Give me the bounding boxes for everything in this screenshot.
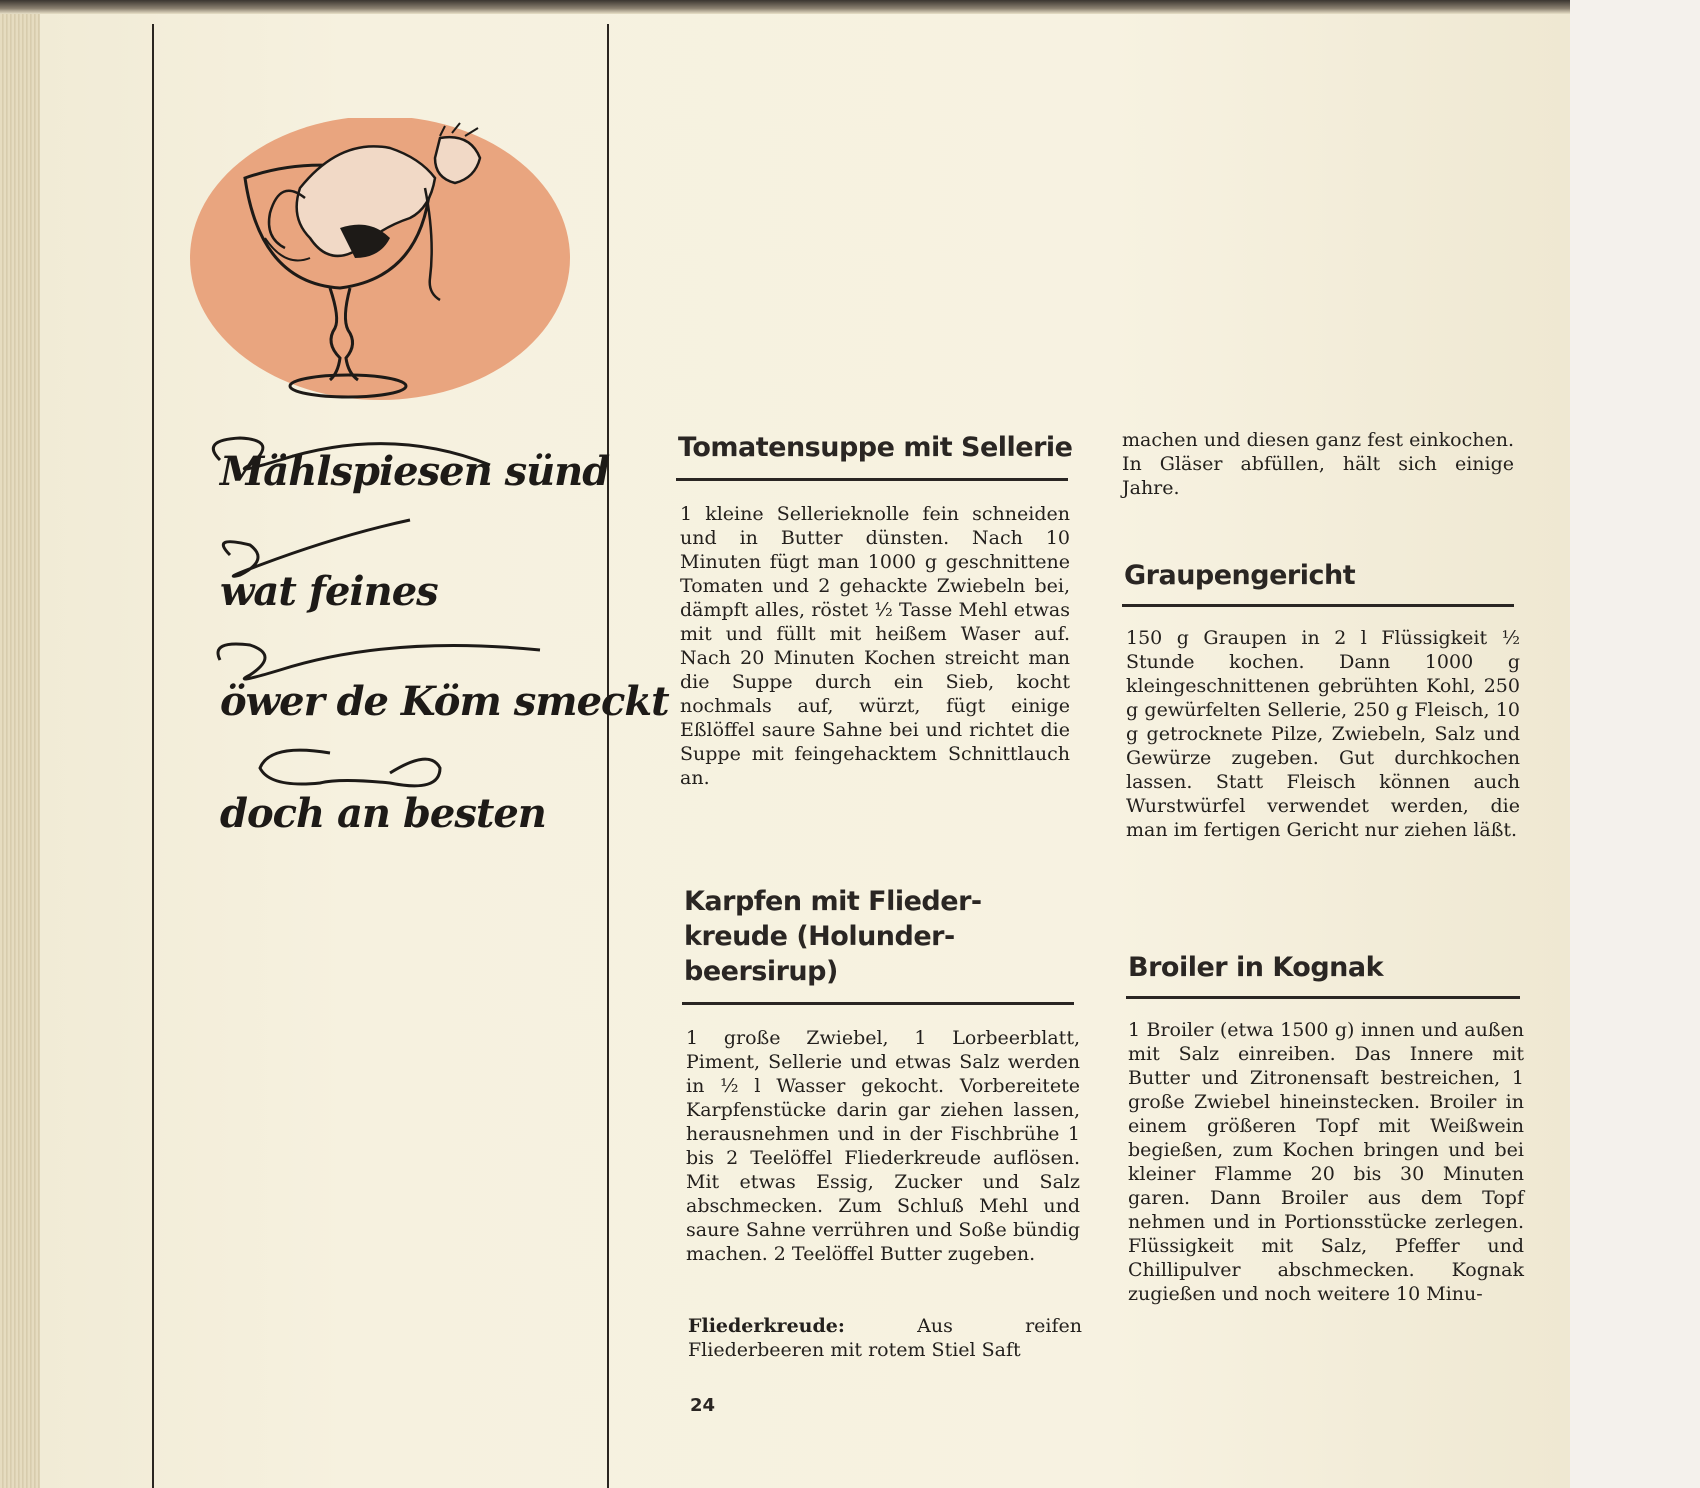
title-rule xyxy=(1122,604,1514,607)
recipe-title-broiler: Broiler in Kognak xyxy=(1128,952,1384,983)
title-rule xyxy=(1126,996,1520,999)
note-text: Aus reifen Fliederbeeren mit rotem Stiel Saft xyxy=(688,1315,1082,1361)
recipe-text-broiler: 1 Broiler (etwa 1500 g) innen und außen mit Salz einreiben. Das Innere mit Butter und Zitronensaft bestreichen, 1 große Zwiebel hineinstecken. Broiler in einem größeren Topf mit Weißwein begießen, zum Kochen bringen und bei kleiner Flamme 20 bis 30 Minuten garen. Dann Broiler aus dem Topf nehmen und in Portionsstücke zerlegen. Flüssigkeit mit Salz, Pfeffer und Chillipulver abschmecken. Kognak zugießen und noch weitere 10 Minu- xyxy=(1128,1019,1524,1305)
recipe-continuation-karpfen: machen und diesen ganz fest einkochen. In Gläser abfüllen, hält sich einige Jahre. xyxy=(1122,429,1514,499)
motto-line-2: wat feines xyxy=(220,568,438,615)
recipe-title-tomatensuppe: Tomatensuppe mit Sellerie xyxy=(678,432,1073,463)
background-outside-book xyxy=(1570,0,1700,1488)
page-stack-edges xyxy=(0,14,40,1488)
page-number: 24 xyxy=(690,1395,716,1416)
recipe-text-karpfen: 1 große Zwiebel, 1 Lorbeerblatt, Piment, Sellerie und etwas Salz werden in ½ l Wasser gekocht. Vorbereitete Karpfenstücke darin gar ziehen lassen, herausnehmen und in der Fischbrühe 1 bis 2 Teelöffel Fliederkreude auflösen. Mit etwas Essig, Zucker und Salz abschmecken. Zum Schluß Mehl und saure Sahne verrühren und Soße bündig machen. 2 Teelöffel Butter zugeben. xyxy=(686,1027,1080,1265)
recipe-text-tomatensuppe: 1 kleine Sellerieknolle fein schneiden und in Butter dünsten. Nach 10 Minuten fügt man 1000 g geschnittene Tomaten und 2 gehackte Zwiebeln bei, dämpft alles, röstet ½ Tasse Mehl etwas mit und füllt mit heißem Waser auf. Nach 20 Minuten Kochen streicht man die Suppe durch ein Sieb, kocht nochmals auf, würzt, fügt einige Eßlöffel saure Sahne bei und richtet die Suppe mit feingehacktem Schnittlauch an. xyxy=(680,503,1070,789)
motto-line-1: Mählspiesen sünd xyxy=(220,448,610,495)
left-border-line xyxy=(152,24,154,1488)
motto-line-4: doch an besten xyxy=(220,790,546,837)
motto-line-3: öwer de Köm smeckt xyxy=(220,678,669,725)
recipe-note-fliederkreude xyxy=(688,1314,1082,1362)
recipe-title-karpfen-line-2: kreude (Holunder- xyxy=(684,921,955,952)
recipe-title-karpfen-line-3: beersirup) xyxy=(684,956,838,987)
glass-illustration xyxy=(190,118,572,406)
recipe-title-graupengericht: Graupengericht xyxy=(1124,560,1356,591)
book-top-edge xyxy=(0,0,1570,14)
note-label: Fliederkreude: xyxy=(688,1315,845,1337)
motto-block xyxy=(190,430,669,910)
recipe-title-karpfen-line-1: Karpfen mit Flieder- xyxy=(684,886,982,917)
recipe-text-graupengericht: 150 g Graupen in 2 l Flüssigkeit ½ Stunde kochen. Dann 1000 g kleingeschnittenen gebrühten Kohl, 250 g gewürfelten Sellerie, 250 g Fleisch, 10 g getrocknete Pilze, Zwiebeln, Salz und Gewürze zugeben. Gut durchkochen lassen. Statt Fleisch können auch Wurstwürfel verwendet werden, die man im fertigen Gericht nur ziehen läßt. xyxy=(1126,627,1520,841)
title-rule xyxy=(676,478,1068,481)
title-rule xyxy=(682,1002,1074,1005)
